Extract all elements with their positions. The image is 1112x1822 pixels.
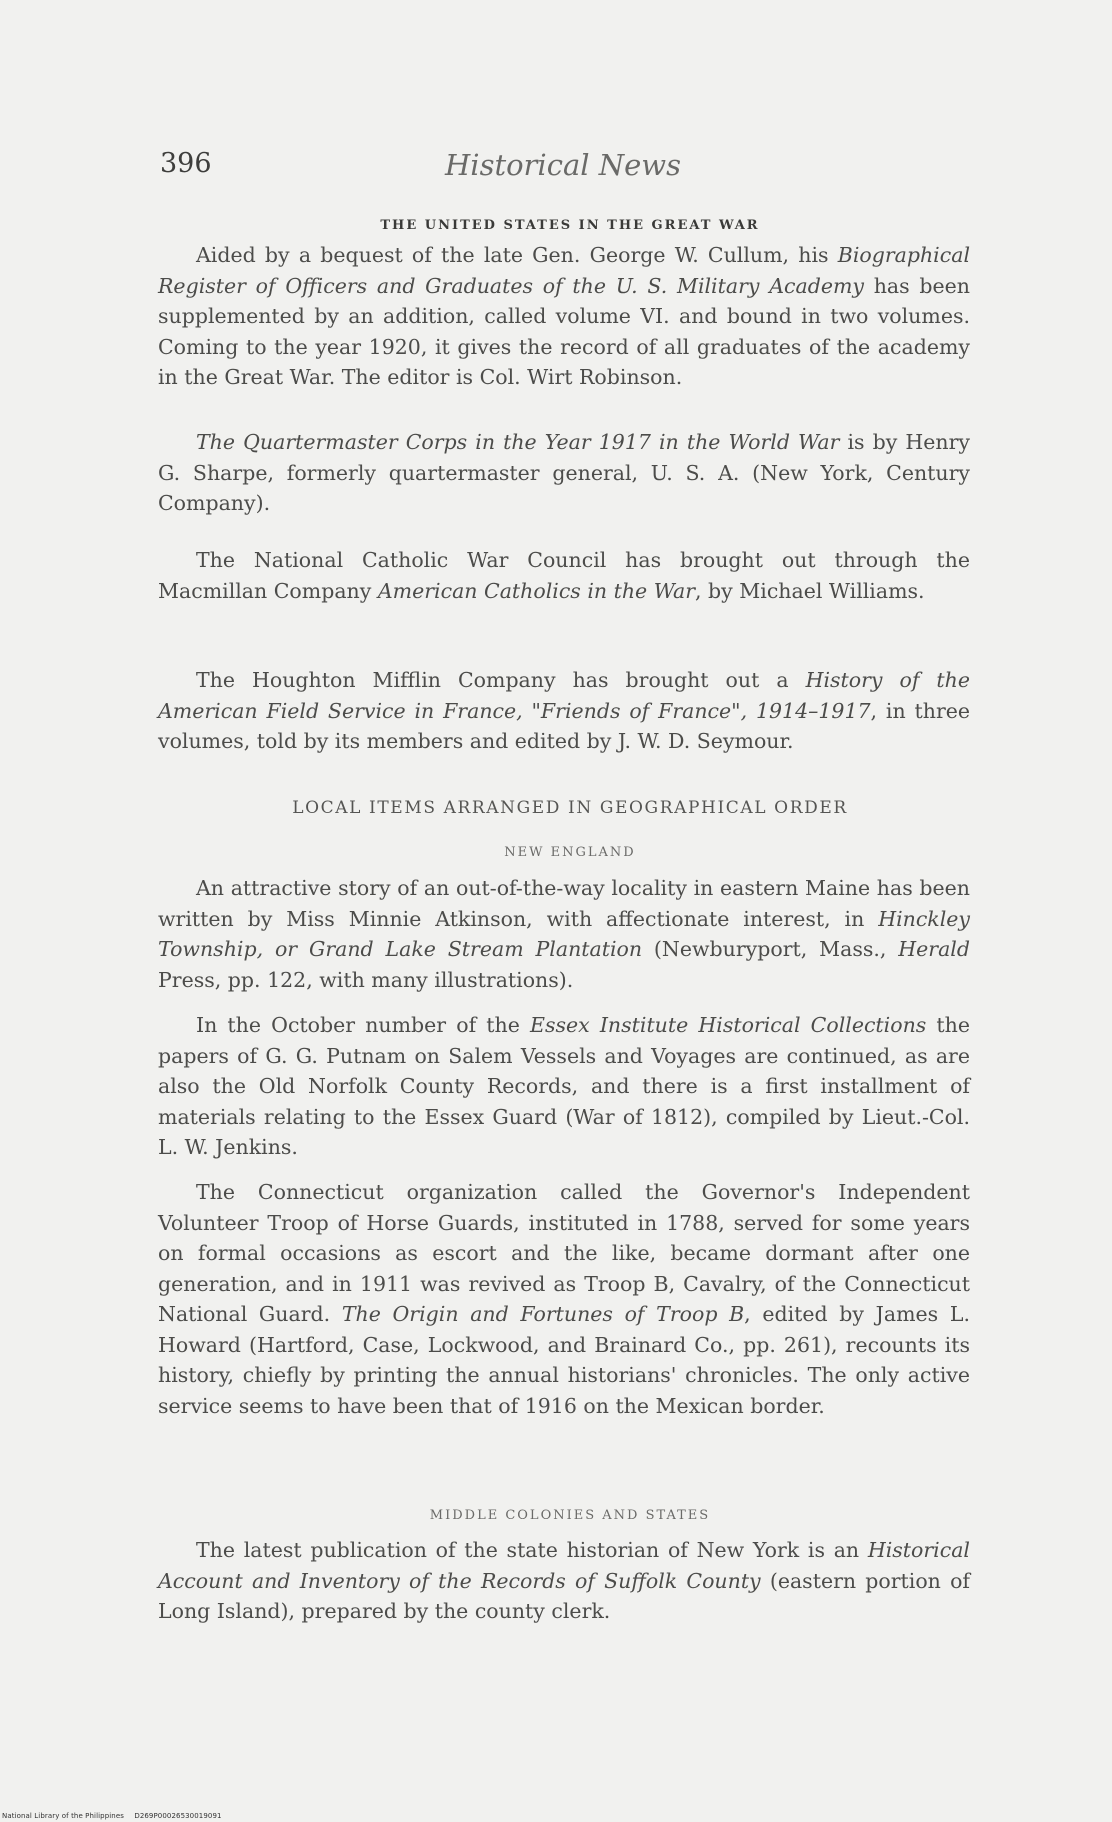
scan-footer <box>2 1812 230 1820</box>
text-run: , in three volumes, told by its members and edited by J. W. D. Seymour. <box>158 698 971 753</box>
italic-title: Historical Account and Inventory of the Records of Suffolk County <box>158 1538 970 1593</box>
text-run: An attractive story of an out-of-the-way locality in eastern Maine has been written by Miss Minnie Atkinson, with affectionate interest, in <box>158 876 970 931</box>
text-run: the papers of G. G. Putnam on Salem Vessels and Voyages are continued, as are also the Old Norfolk County Records, and there is a first installment of materials relating to the Essex Guard (War of 1812), compiled by Lieut.-Col. L. W. Jenkins. <box>158 1013 971 1159</box>
page-number: 396 <box>160 148 212 179</box>
text-run: Press, pp. 122, with many illustrations). <box>158 967 574 992</box>
italic-title: Essex Institute Historical Collections <box>530 1013 927 1037</box>
page-header <box>160 148 980 188</box>
text-run: (Newburyport, Mass., <box>642 937 899 961</box>
italic-title: Biographical Register of Officers and Graduates of the U. S. Military Academy <box>158 243 970 298</box>
paragraph-suffolk-county <box>158 1535 970 1627</box>
text-run: , by Michael Williams. <box>695 578 925 603</box>
paragraph-troop-b <box>158 1177 970 1421</box>
footer-id: D269P00026530019091 <box>134 1812 222 1820</box>
italic-title: The Quartermaster Corps in the Year 1917 in the World War <box>196 430 840 454</box>
text-run: is by Henry G. Sharpe, formerly quartermaster general, U. S. A. (New York, Century Company). <box>158 430 970 515</box>
paragraph-cullum-register <box>158 240 970 393</box>
text-run: The National Catholic War Council has brought out through the Macmillan Company <box>158 548 970 603</box>
paragraph-catholic-war-council <box>158 545 970 606</box>
paragraph-essex-institute <box>158 1010 970 1163</box>
italic-title: American Catholics in the War <box>377 578 696 603</box>
italic-title: The Origin and Fortunes of Troop B <box>341 1302 745 1326</box>
text-run: , edited by James L. Howard (Hartford, Case, Lockwood, and Brainard Co., pp. 261), recounts its history, chiefly by printing the annual historians' chronicles. The only active service seems to have been that of 1916 on the Mexican border. <box>158 1302 970 1418</box>
text-run: Aided by a bequest of the late Gen. George W. Cullum, his <box>196 243 838 267</box>
text-run: has been supplemented by an addition, called volume VI. and bound in two volumes. Coming to the year 1920, it gives the record of all graduates of the academy in the Great War. The editor is Col. Wirt Robinson. <box>158 273 970 389</box>
heading-local-items: LOCAL ITEMS ARRANGED IN GEOGRAPHICAL ORDER <box>292 798 848 818</box>
text-run: In the October number of the <box>196 1013 530 1037</box>
text-run: The Connecticut organization called the Governor's Independent Volunteer Troop of Horse Guards, instituted in 1788, served for some years on formal occasions as escort and the like, became dormant after one generation, and in 1911 was revived as Troop B, Cavalry, of the Connecticut National Guard. <box>158 1180 970 1326</box>
text-run: The Houghton Mifflin Company has brought out a <box>196 668 806 692</box>
paragraph-field-service <box>158 665 970 757</box>
italic-title: Herald <box>898 937 970 961</box>
running-title: Historical News <box>445 148 681 182</box>
italic-title: History of the American Field Service in France, "Friends of France", 1914–1917 <box>158 668 970 723</box>
footer-library: National Library of the Philippines <box>2 1812 124 1820</box>
paragraph-hinckley-township <box>158 873 970 995</box>
text-run: The latest publication of the state historian of New York is an <box>196 1538 868 1562</box>
heading-middle-colonies: MIDDLE COLONIES AND STATES <box>429 1508 711 1523</box>
italic-title: Hinckley Township, or Grand Lake Stream Plantation <box>158 906 970 961</box>
text-run: (eastern portion of Long Island), prepared by the county clerk. <box>158 1568 970 1623</box>
paragraph-quartermaster-corps <box>158 427 970 519</box>
subheading-new-england: NEW ENGLAND <box>504 845 636 860</box>
heading-great-war: THE UNITED STATES IN THE GREAT WAR <box>380 218 760 233</box>
